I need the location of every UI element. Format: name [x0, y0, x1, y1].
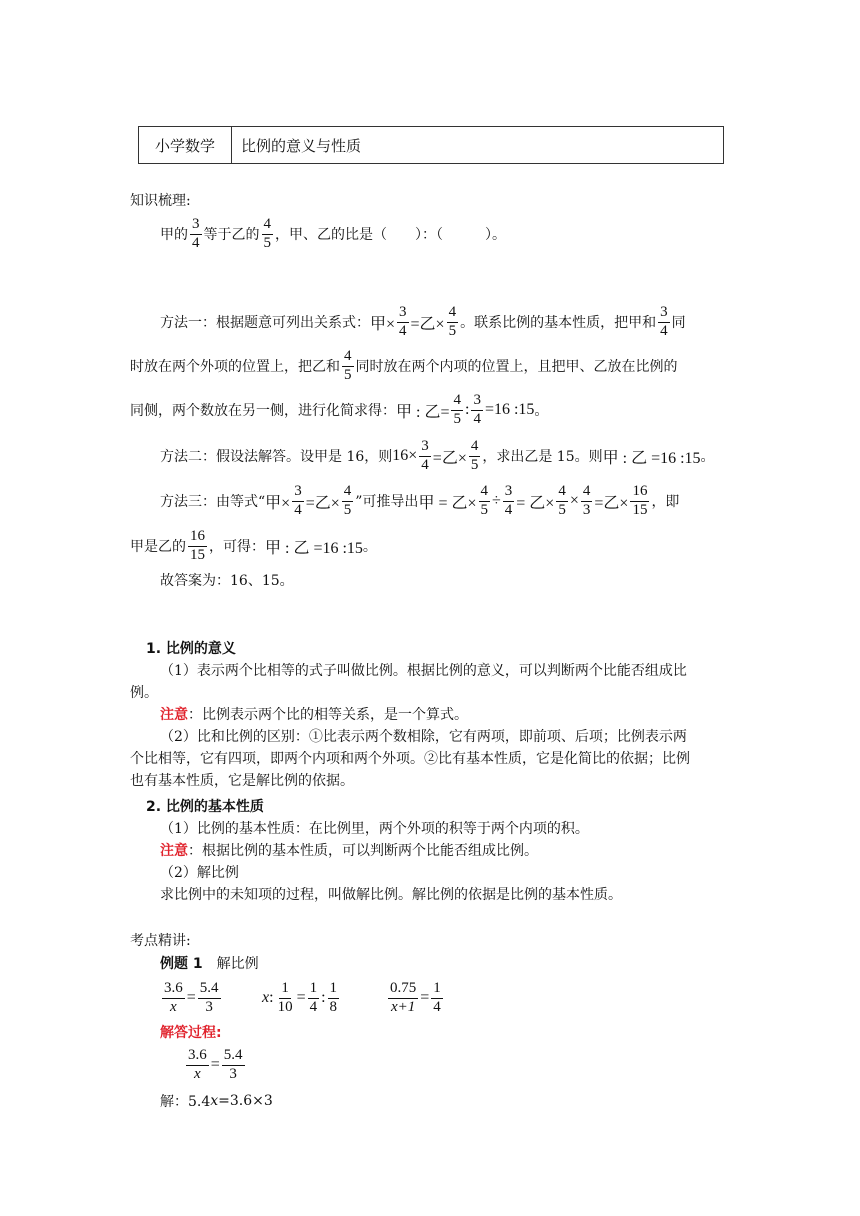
method1-text-l3a: 同侧，两个数放在另一侧，进行化简求得：	[130, 403, 396, 419]
section1-p1a: （1）表示两个比相等的式子叫做比例。根据比例的意义，可以判断两个比能否组成比	[160, 663, 687, 679]
fraction: $\frac{3}{4}$	[399, 303, 407, 339]
method1-line3	[130, 390, 548, 430]
punctuation: 。	[534, 403, 549, 419]
method3-text-b: ”可推导出	[355, 494, 419, 510]
section1-body	[130, 660, 730, 792]
fraction: $\frac{16}{15}$	[632, 482, 648, 518]
math-expr: 甲 = 乙×	[418, 494, 477, 512]
question-post: ，甲、乙的比是（ ）：（ ）。	[275, 227, 506, 243]
fraction: $\frac{1}{4}$	[433, 979, 441, 1015]
math-expr: =乙×	[432, 449, 467, 467]
math-expr: 甲 : 乙=	[396, 403, 450, 421]
equals-sign: =	[186, 989, 196, 1006]
variable-x: x	[262, 989, 270, 1006]
section1-p1b: 例。	[130, 685, 158, 701]
fraction: $\frac{1}{10}$	[277, 979, 293, 1015]
section2-body	[130, 818, 730, 906]
section2-title: 2. 比例的基本性质	[146, 799, 264, 815]
header-box	[138, 126, 724, 164]
answer-text: 故答案为：16、15。	[160, 573, 294, 589]
method1-text-l2b: 同时放在两个内项的位置上，且把甲、乙放在比例的	[355, 359, 678, 375]
method3-text-c: ，即	[651, 494, 680, 510]
section1-p2b: 个比相等，它有四项，即两个内项和两个外项。②比有基本性质，它是化简比的依据；比例	[130, 751, 690, 767]
note-text: ：比例表示两个比的相等关系，是一个算式。	[188, 707, 468, 723]
solution-step	[160, 1090, 273, 1112]
fraction: $\frac{4}{5}$	[448, 303, 457, 339]
question-pre: 甲的	[160, 227, 188, 243]
math-expr: = 乙×	[516, 494, 555, 512]
math-expr: =	[296, 989, 306, 1006]
equals-sign: =	[210, 1056, 220, 1073]
method2-text-b: ，求出乙是 15。则	[482, 449, 603, 465]
math-expr: ×	[569, 492, 579, 509]
method3-line1	[160, 481, 679, 521]
equals-sign: =	[420, 989, 430, 1006]
note-label: 注意	[160, 843, 188, 859]
fraction: $\frac{4}{5}$	[343, 482, 352, 518]
fraction: $\frac{4}{5}$	[470, 437, 479, 473]
example-label: 例题 1	[160, 956, 203, 972]
note-label: 注意	[160, 707, 188, 723]
math-expr: :	[321, 989, 326, 1006]
fraction: $\frac{4}{5}$	[453, 391, 461, 427]
fraction: $\frac{3.6}{x}$	[188, 1046, 207, 1082]
solution-equation	[184, 1042, 247, 1088]
fraction: $\frac{0.75}{x+1}$	[390, 979, 417, 1015]
fraction: $\frac{3.6}{x}$	[164, 979, 183, 1015]
example-equation-2	[262, 976, 341, 1020]
math-expr: 甲 : 乙 =16 :15	[265, 539, 363, 557]
math-expr: 甲×	[370, 315, 396, 333]
method3-line2	[130, 526, 377, 566]
section1-title: 1. 比例的意义	[146, 641, 236, 657]
question-mid: 等于乙的	[203, 227, 260, 243]
fraction: $\frac{1}{4}$	[309, 979, 318, 1015]
example-title-line	[160, 952, 259, 974]
method1-text-l2a: 时放在两个外项的位置上，把乙和	[130, 359, 340, 375]
method3-text-a: 方法三：由等式“	[160, 494, 266, 510]
fraction: $\frac{4}{5}$	[263, 215, 271, 251]
fraction: $\frac{3}{4}$	[504, 482, 513, 518]
math-expr: 甲×	[265, 494, 291, 512]
note-text: ：根据比例的基本性质，可以判断两个比能否组成比例。	[188, 843, 538, 859]
example-title: 解比例	[216, 956, 259, 972]
fraction: $\frac{4}{3}$	[582, 482, 591, 518]
method3-text-l2a: 甲是乙的	[130, 539, 186, 555]
fraction: $\frac{3}{4}$	[294, 482, 302, 518]
fraction: $\frac{3}{4}$	[473, 391, 481, 427]
section2-p1: （1）比例的基本性质：在比例里，两个外项的积等于两个内项的积。	[160, 821, 589, 837]
method1-line2	[130, 346, 678, 386]
fraction: $\frac{5.4}{3}$	[199, 979, 219, 1015]
punctuation: 。	[700, 449, 715, 465]
math-expr: ÷	[492, 492, 501, 509]
math-expr: =乙×	[594, 494, 629, 512]
section1-p2a: （2）比和比例的区别：①比表示两个数相除，它有两项，即前项、后项；比例表示两	[160, 729, 687, 745]
fraction: $\frac{4}{5}$	[480, 482, 488, 518]
section2-p2: （2）解比例	[160, 865, 239, 881]
fraction: $\frac{3}{4}$	[192, 215, 200, 251]
question-line	[160, 214, 506, 254]
fraction: $\frac{3}{4}$	[660, 303, 668, 339]
section2-p3: 求比例中的未知项的过程，叫做解比例。解比例的依据是比例的基本性质。	[160, 887, 622, 903]
fraction: $\frac{4}{5}$	[344, 347, 352, 383]
example-equation-3	[386, 976, 445, 1020]
variable-x: x	[210, 1093, 219, 1109]
method1-line1	[160, 302, 686, 342]
kaodian-label: 考点精讲:	[130, 933, 191, 949]
lesson-title: 比例的意义与性质	[241, 136, 362, 155]
math-expr: =乙×	[410, 315, 445, 333]
method1-text-a: 方法一：根据题意可列出关系式：	[160, 315, 370, 331]
method1-text-b: 。联系比例的基本性质，把甲和	[460, 315, 657, 331]
method2-text-a: 方法二：假设法解答。设甲是 16，则	[160, 449, 393, 465]
section1-p2c: 也有基本性质，它是解比例的依据。	[130, 773, 354, 789]
punctuation: 。	[362, 539, 377, 555]
solution-step-b: =3.6×3	[218, 1093, 273, 1109]
knowledge-label: 知识梳理:	[130, 193, 191, 209]
example-equation-1	[160, 976, 223, 1020]
fraction: $\frac{1}{8}$	[329, 979, 338, 1015]
fraction: $\frac{5.4}{3}$	[223, 1046, 243, 1082]
solution-label: 解答过程:	[160, 1025, 222, 1041]
fraction: $\frac{16}{15}$	[190, 527, 205, 563]
math-expr: =乙×	[305, 494, 340, 512]
section1-note	[130, 704, 730, 726]
subject-label: 小学数学	[139, 127, 232, 163]
fraction: $\frac{3}{4}$	[421, 437, 429, 473]
method1-text-c: 同	[671, 315, 686, 331]
method3-text-l2b: ，可得：	[209, 539, 265, 555]
section2-note	[130, 840, 730, 862]
math-expr: 16×	[392, 447, 418, 464]
math-expr: =16 :15	[484, 401, 535, 418]
math-expr: :	[269, 989, 274, 1006]
method2-line	[160, 436, 715, 476]
math-expr: :	[464, 401, 470, 418]
solution-step-a: 解：5.4	[160, 1094, 211, 1110]
fraction: $\frac{4}{5}$	[558, 482, 566, 518]
math-expr: 甲 : 乙 =16 :15	[602, 449, 701, 467]
